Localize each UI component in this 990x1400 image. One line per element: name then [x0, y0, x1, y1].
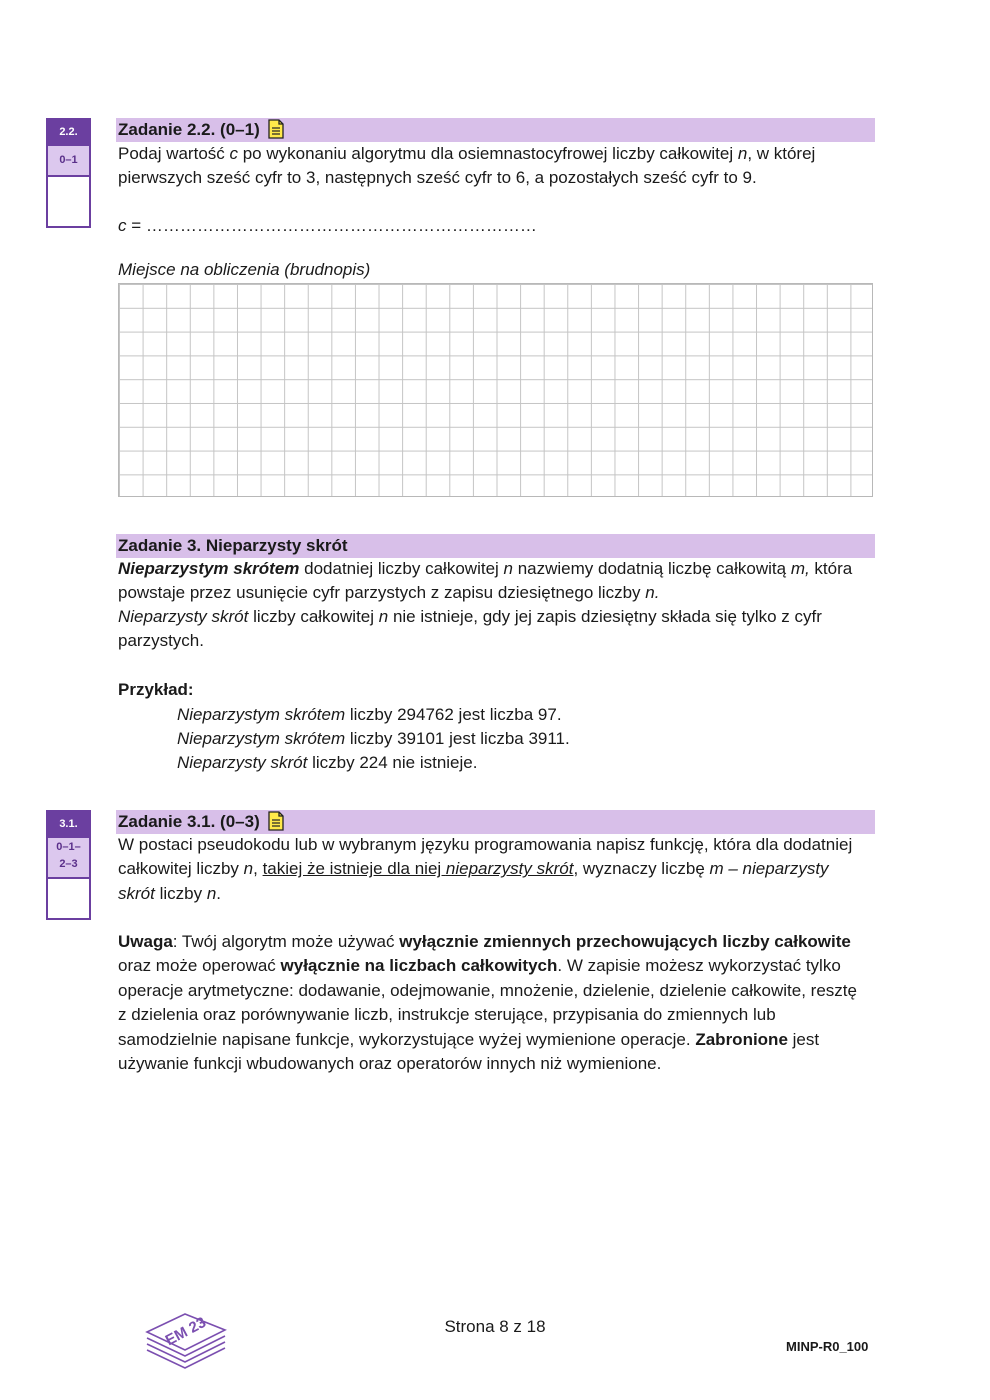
task-points: 0–1 — [48, 144, 89, 177]
task-header-title: Zadanie 3.1. (0–3) — [118, 812, 260, 831]
example-line — [177, 727, 570, 751]
text-run: Nieparzystym skrótem — [177, 705, 346, 724]
text-run: nazwiemy dodatnią liczbę całkowitą — [513, 559, 791, 578]
task-number: 2.2. — [48, 120, 89, 144]
example-line — [177, 703, 562, 727]
text-run: Nieparzystym skrótem — [177, 729, 346, 748]
task-points — [48, 836, 89, 879]
text-run: nie istnieje, gdy jej zapis dziesiętny składa się tylko z cyfr parzystych. — [118, 607, 822, 651]
text-run: W postaci pseudokodu lub w wybranym języku programowania napisz funkcję, która dla dodatniej całkowitej liczby — [118, 835, 853, 879]
example-line — [177, 751, 477, 775]
text-run: n — [206, 883, 217, 903]
text-run: oraz może operować — [118, 956, 281, 976]
task-header-title: Zadanie 2.2. (0–1) — [118, 120, 260, 139]
text-run: która powstaje przez usunięcie cyfr parzystych z zapisu dziesiętnego liczby — [118, 559, 853, 603]
example-label: Przykład: — [118, 680, 194, 699]
text-run: liczby — [154, 883, 207, 903]
task-3-nonexistence — [118, 605, 838, 654]
text-run: nieparzysty skrót — [445, 859, 574, 879]
text-run: Nieparzysty skrót — [118, 607, 249, 626]
text-run: = …………………………………………………………… — [126, 216, 537, 235]
text-run: . — [216, 883, 222, 903]
text-run: , w której pierwszych sześć cyfr to 3, następnych sześć cyfr to 6, a pozostałych sześć cyfr to 9. — [118, 144, 816, 188]
task-header-title: Zadanie 3. Nieparzysty skrót — [118, 536, 348, 555]
text-run: n — [503, 559, 513, 578]
text-run: m, — [790, 559, 810, 578]
task-2-2-text — [118, 142, 878, 191]
task-header-3-1 — [116, 810, 875, 834]
text-run: n. — [645, 583, 660, 603]
text-run: wyłącznie na liczbach całkowitych — [280, 956, 558, 976]
document-code: MINP-R0_100 — [786, 1339, 869, 1354]
text-run: c — [229, 144, 238, 163]
text-run: Nieparzysty skrót — [177, 753, 308, 772]
text-run: . W zapisie możesz wykorzystać tylko operacje arytmetyczne: dodawanie, odejmowanie, mnożenie, dzielenie, dzielenie całkowite, resztę z dzielenia oraz porównywanie liczb, instrukcje sterujące, przypisania do zmiennych lub samodzielnie napisane funkcje, wykorzystujące wyżej wymienione operacje. — [118, 956, 857, 1049]
score-box-2-2 — [46, 118, 91, 228]
text-run: n — [243, 859, 254, 879]
score-box-3-1 — [46, 810, 91, 920]
answer-line-c[interactable] — [118, 214, 878, 238]
text-run: Nieparzystym skrótem — [118, 559, 300, 578]
text-run: : Twój algorytm może używać — [172, 932, 400, 951]
task-points-line: 0–1– — [56, 841, 81, 853]
text-run: liczby całkowitej — [248, 607, 379, 626]
text-run: , — [253, 859, 263, 879]
text-run: Uwaga — [118, 932, 173, 951]
text-run: jest używanie funkcji wbudowanych oraz operatorów innych niż wymienione. — [118, 1029, 820, 1074]
text-run: liczby 224 nie istnieje. — [307, 753, 478, 772]
task-number: 3.1. — [48, 812, 89, 836]
task-header-3 — [116, 534, 875, 558]
text-run: Podaj wartość — [118, 144, 230, 163]
text-run: dodatniej liczby całkowitej — [299, 559, 504, 578]
text-run: takiej że istnieje dla niej — [262, 859, 446, 879]
task-header-2-2 — [116, 118, 875, 142]
text-run: , wyznaczy liczbę — [573, 859, 710, 879]
task-3-1-note — [118, 930, 863, 1076]
text-run: m – nieparzysty skrót — [118, 859, 829, 903]
text-run: wyłącznie zmiennych przechowujących liczby całkowite — [399, 932, 851, 951]
text-run: n — [378, 607, 389, 626]
task-3-definition — [118, 557, 870, 606]
text-run: liczby 39101 jest liczba 3911. — [345, 729, 570, 748]
text-run: n — [737, 144, 748, 163]
scratch-label: Miejsce na obliczenia (brudnopis) — [118, 260, 371, 279]
scratch-grid[interactable] — [118, 283, 873, 497]
text-run: po wykonaniu algorytmu dla osiemnastocyfrowej liczby całkowitej — [238, 144, 738, 163]
text-run: Zabronione — [695, 1029, 788, 1049]
text-run: c — [118, 216, 127, 235]
task-3-1-instructions — [118, 833, 863, 906]
page-number: Strona 8 z 18 — [444, 1317, 546, 1336]
task-points-line: 2–3 — [59, 858, 78, 870]
text-run: liczby 294762 jest liczba 97. — [345, 705, 562, 724]
logo-text: EM 23 — [162, 1313, 209, 1350]
